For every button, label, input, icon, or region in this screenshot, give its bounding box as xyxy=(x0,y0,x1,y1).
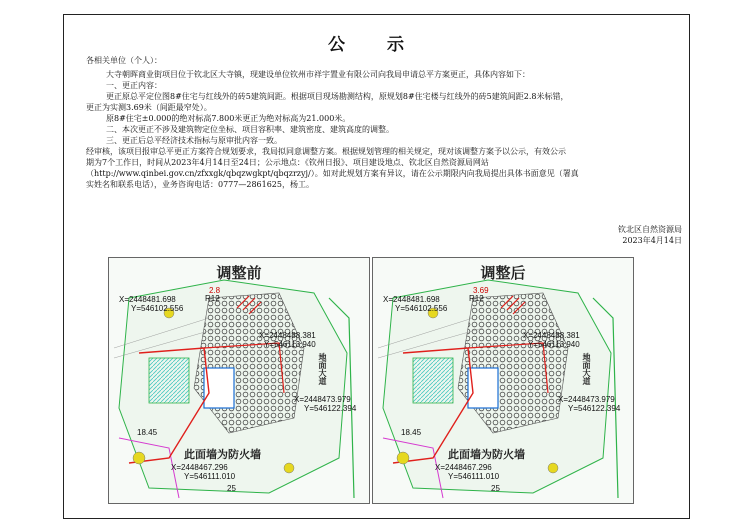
elevation-label: 18.45 xyxy=(137,428,158,437)
coord-point-4-x: X=2448467.296 xyxy=(171,463,228,472)
coord-point-4-y: Y=546111.010 xyxy=(184,472,236,481)
firewall-label: 此面墙为防火墙 xyxy=(184,448,261,461)
review-line-3: （http://www.qinbei.gov.cn/zfxxgk/qbqzwgkpt/qbqzrzyj/）。如对此规划方案有异议，请在公示期限内向我局提出具体书面意见（署真 xyxy=(86,169,579,178)
elevation-label: 18.45 xyxy=(401,428,422,437)
section-3: 三、更正后总平经济技术指标与原审批内容一致。 xyxy=(106,136,282,145)
radius-label: R12 xyxy=(205,294,220,303)
section-2: 二、本次更正不涉及建筑物定位坐标、项目容积率、建筑密度、建筑高度的调整。 xyxy=(106,125,394,134)
radius-label: R12 xyxy=(469,294,484,303)
correction-line-2: 更正为实测3.69米（间距最窄处）。 xyxy=(86,103,212,112)
plan-after-title: 调整后 xyxy=(480,264,526,282)
marker-label: 25 xyxy=(227,484,236,493)
road-label: 地面大道 xyxy=(582,353,591,385)
section-1-heading: 一、更正内容： xyxy=(106,81,162,90)
coord-point-3-y: Y=546122.394 xyxy=(568,404,621,413)
coord-point-3-x: X=2448473.979 xyxy=(294,395,351,404)
coord-point-1-y: Y=546102.556 xyxy=(395,304,448,313)
correction-line-1: 更正原总平定位图8#住宅与红线外的砖5建筑间距。根据项目现场勘测结构，原规划8#住宅楼与红线外的砖5建筑间距2.8米标错， xyxy=(106,92,569,101)
coord-point-1-x: X=2448481.698 xyxy=(383,295,440,304)
coord-point-1-y: Y=546102.556 xyxy=(131,304,184,313)
coord-point-2-x: X=2448488.381 xyxy=(259,331,316,340)
review-line-4: 实姓名和联系电话），业务咨询电话：0777—2861625，杨工。 xyxy=(86,180,314,189)
coord-point-3-x: X=2448473.979 xyxy=(558,395,615,404)
spacing-label: 2.8 xyxy=(209,286,221,295)
intro-paragraph: 大寺朝晖商业街项目位于钦北区大寺镇，现建设单位钦州市祥宇置业有限公司向我局申请总平方案更正，具体内容如下： xyxy=(106,70,530,79)
signature-org: 钦北区自然资源局 xyxy=(618,225,682,234)
coord-point-4-y: Y=546111.010 xyxy=(448,472,500,481)
coord-point-4-x: X=2448467.296 xyxy=(435,463,492,472)
coord-point-2-x: X=2448488.381 xyxy=(523,331,580,340)
coord-point-3-y: Y=546122.394 xyxy=(304,404,357,413)
signature-date: 2023年4月14日 xyxy=(622,236,682,245)
review-line-2: 期为7个工作日，时间从2023年4月14日至24日；公示地点：《钦州日报》、项目建设地点、钦北区自然资源局网站 xyxy=(86,158,489,167)
coord-point-2-y: Y=546113.940 xyxy=(264,340,316,349)
review-line-1: 经审核，该项目报审总平更正方案符合规划要求，我局拟同意调整方案。根据规划管理的相关规定，现对该调整方案予以公示，有效公示 xyxy=(86,147,566,156)
notice-title: 公 示 xyxy=(328,35,422,55)
marker-label: 25 xyxy=(491,484,500,493)
elevation-correction: 原8#住宅±0.000的绝对标高7.800米更正为绝对标高为21.000米。 xyxy=(106,114,351,123)
site-plan-before xyxy=(108,257,370,504)
site-plan-after xyxy=(372,257,634,504)
coord-point-2-y: Y=546113.940 xyxy=(528,340,580,349)
road-label: 地面大道 xyxy=(318,353,327,385)
spacing-label: 3.69 xyxy=(473,286,489,295)
firewall-label: 此面墙为防火墙 xyxy=(448,448,525,461)
recipient: 各相关单位（个人）： xyxy=(86,56,162,65)
plan-before-title: 调整前 xyxy=(216,264,262,282)
coord-point-1-x: X=2448481.698 xyxy=(119,295,176,304)
